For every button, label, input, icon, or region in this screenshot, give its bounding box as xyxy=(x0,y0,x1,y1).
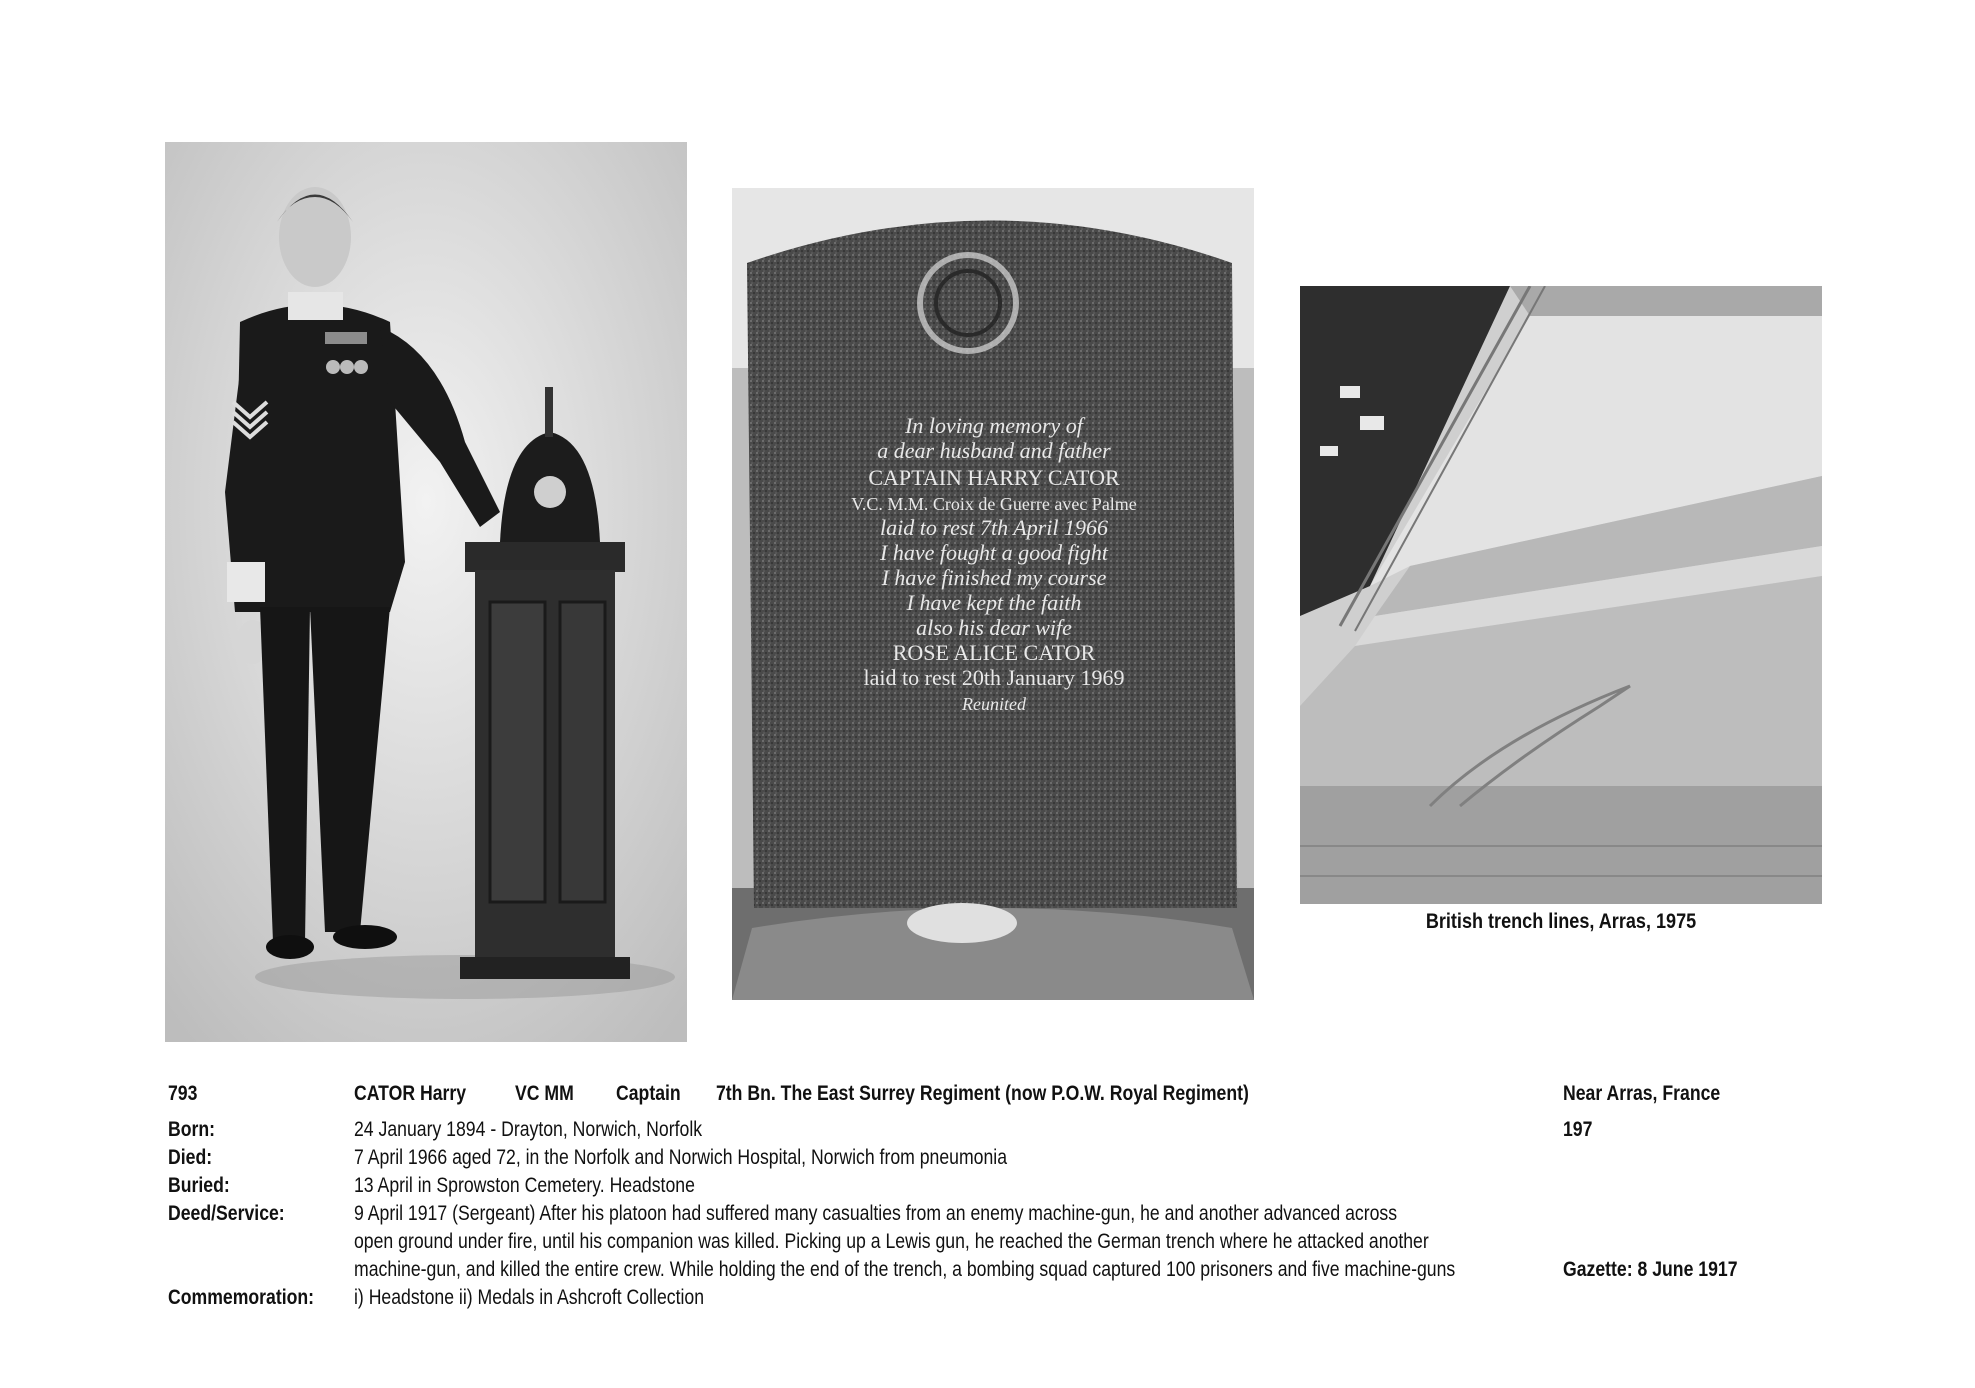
inscription-line: Reunited xyxy=(962,694,1026,714)
inscription-line: ROSE ALICE CATOR xyxy=(892,640,1096,665)
commemoration-label: Commemoration: xyxy=(168,1286,315,1309)
inscription-line: laid to rest 7th April 1966 xyxy=(880,515,1108,540)
record-unit: 7th Bn. The East Surrey Regiment (now P.O.W. Royal Regiment) xyxy=(716,1082,1249,1105)
died-label: Died: xyxy=(168,1146,213,1169)
deed-label: Deed/Service: xyxy=(168,1202,285,1225)
deed-line: machine-gun, and killed the entire crew. While holding the end of the trench, a bombing squad captured 100 prisoners and five machine-guns xyxy=(354,1258,1456,1281)
aerial-trench-photo xyxy=(1300,286,1822,904)
page-reference: 197 xyxy=(1563,1118,1593,1141)
inscription-line: I have kept the faith xyxy=(906,590,1082,615)
record-awards: VC MM xyxy=(515,1082,574,1105)
died-value: 7 April 1966 aged 72, in the Norfolk and Norwich Hospital, Norwich from pneumonia xyxy=(354,1146,1008,1169)
inscription-line: laid to rest 20th January 1969 xyxy=(863,665,1125,690)
inscription-line: V.C. M.M. Croix de Guerre avec Palme xyxy=(851,494,1137,514)
headstone-photo xyxy=(732,188,1254,1000)
born-label: Born: xyxy=(168,1118,216,1141)
inscription-line: I have fought a good fight xyxy=(880,540,1108,565)
inscription-line: CAPTAIN HARRY CATOR xyxy=(868,465,1120,490)
record-location: Near Arras, France xyxy=(1563,1082,1721,1105)
record-name: CATOR Harry xyxy=(354,1082,467,1105)
inscription-line: In loving memory of xyxy=(905,413,1083,438)
buried-value: 13 April in Sprowston Cemetery. Headstone xyxy=(354,1174,695,1197)
inscription-line: also his dear wife xyxy=(916,615,1072,640)
soldier-portrait-photo xyxy=(165,142,687,1042)
record-number: 793 xyxy=(168,1082,198,1105)
inscription-line: I have finished my course xyxy=(881,565,1107,590)
born-value: 24 January 1894 - Drayton, Norwich, Norfolk xyxy=(354,1118,703,1141)
commemoration-value: i) Headstone ii) Medals in Ashcroft Collection xyxy=(354,1286,705,1309)
inscription-line: a dear husband and father xyxy=(877,438,1111,463)
aerial-photo-caption: British trench lines, Arras, 1975 xyxy=(1425,910,1697,933)
deed-line: 9 April 1917 (Sergeant) After his platoon had suffered many casualties from an enemy machine-gun, he and another advanced across xyxy=(354,1202,1398,1225)
record-rank: Captain xyxy=(616,1082,681,1105)
buried-label: Buried: xyxy=(168,1174,230,1197)
gazette-date: Gazette: 8 June 1917 xyxy=(1563,1258,1738,1281)
deed-line: open ground under fire, until his companion was killed. Picking up a Lewis gun, he reached the German trench where he attacked another xyxy=(354,1230,1429,1253)
